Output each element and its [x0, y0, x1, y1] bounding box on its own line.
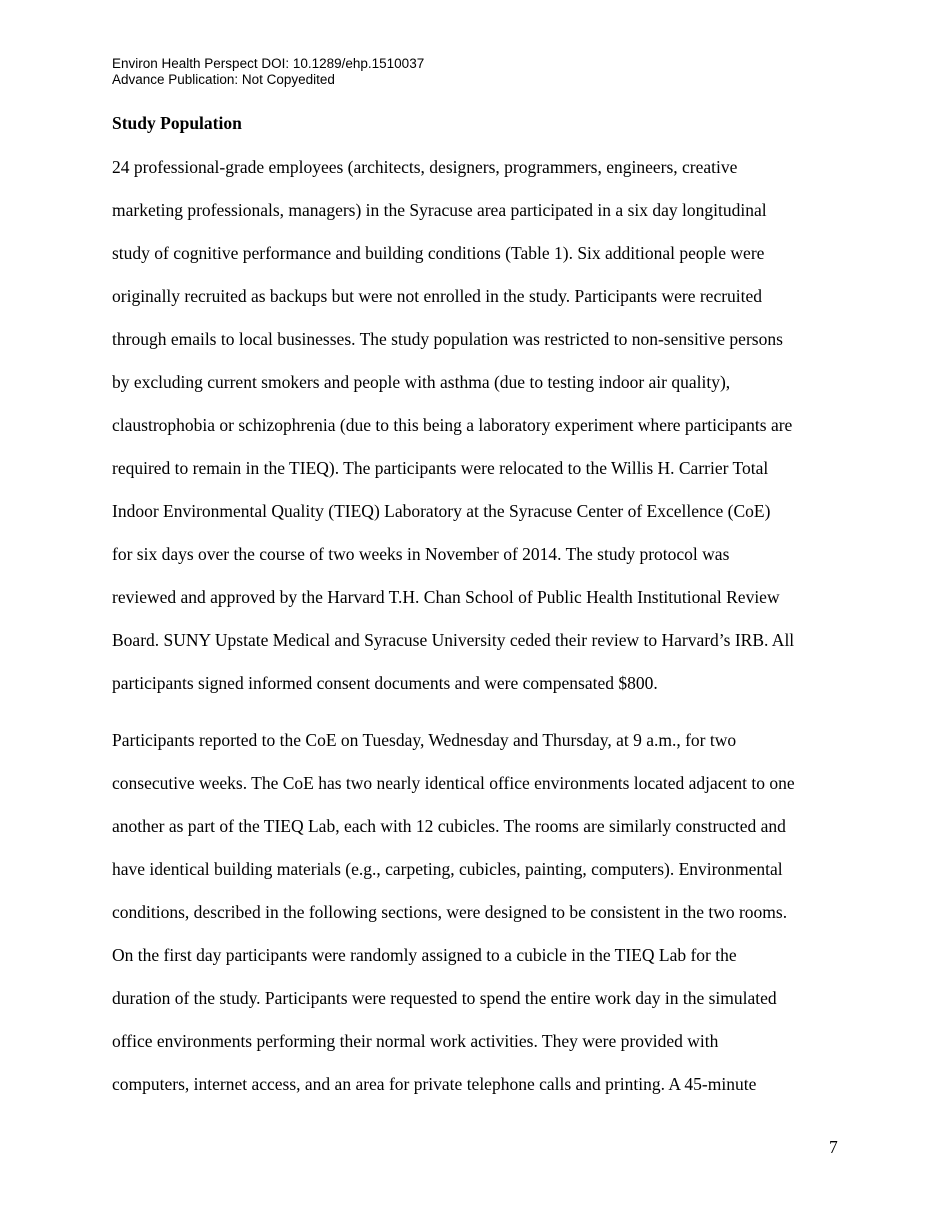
- text-line: office environments performing their normal work activities. They were provided with: [112, 1031, 719, 1051]
- text-line: required to remain in the TIEQ). The participants were relocated to the Willis H. Carrier Total: [112, 458, 769, 478]
- text-line: reviewed and approved by the Harvard T.H. Chan School of Public Health Institutional Review: [112, 587, 780, 607]
- text-line: originally recruited as backups but were not enrolled in the study. Participants were recruited: [112, 286, 763, 306]
- text-line: study of cognitive performance and building conditions (Table 1). Six additional people were: [112, 243, 765, 263]
- text-line: for six days over the course of two weeks in November of 2014. The study protocol was: [112, 544, 730, 564]
- text-line: have identical building materials (e.g., carpeting, cubicles, painting, computers). Environmental: [112, 859, 783, 879]
- text-line: 24 professional-grade employees (architects, designers, programmers, engineers, creative: [112, 157, 738, 177]
- paragraph-2: [112, 728, 852, 1115]
- text-line: marketing professionals, managers) in the Syracuse area participated in a six day longitudinal: [112, 200, 767, 220]
- section-heading: Study Population: [112, 113, 242, 133]
- text-line: Board. SUNY Upstate Medical and Syracuse University ceded their review to Harvard’s IRB. All: [112, 630, 795, 650]
- text-line: participants signed informed consent documents and were compensated $800.: [112, 673, 658, 693]
- text-line: Participants reported to the CoE on Tuesday, Wednesday and Thursday, at 9 a.m., for two: [112, 730, 737, 750]
- text-line: duration of the study. Participants were requested to spend the entire work day in the simulated: [112, 988, 777, 1008]
- paragraph-1: [112, 155, 852, 714]
- text-line: through emails to local businesses. The study population was restricted to non-sensitive persons: [112, 329, 783, 349]
- text-line: Indoor Environmental Quality (TIEQ) Laboratory at the Syracuse Center of Excellence (CoE): [112, 501, 771, 521]
- text-line: conditions, described in the following sections, were designed to be consistent in the two rooms.: [112, 902, 788, 922]
- text-line: consecutive weeks. The CoE has two nearly identical office environments located adjacent to one: [112, 773, 795, 793]
- page-number: 7: [829, 1137, 838, 1157]
- text-line: computers, internet access, and an area for private telephone calls and printing. A 45-minute: [112, 1074, 757, 1094]
- journal-doi-line: Environ Health Perspect DOI: 10.1289/ehp.1510037: [112, 56, 425, 71]
- text-line: by excluding current smokers and people with asthma (due to testing indoor air quality),: [112, 372, 731, 392]
- text-line: On the first day participants were randomly assigned to a cubicle in the TIEQ Lab for the: [112, 945, 737, 965]
- journal-header: [112, 56, 424, 88]
- text-line: another as part of the TIEQ Lab, each with 12 cubicles. The rooms are similarly constructed and: [112, 816, 786, 836]
- publication-status-line: Advance Publication: Not Copyedited: [112, 72, 335, 87]
- text-line: claustrophobia or schizophrenia (due to this being a laboratory experiment where participants are: [112, 415, 793, 435]
